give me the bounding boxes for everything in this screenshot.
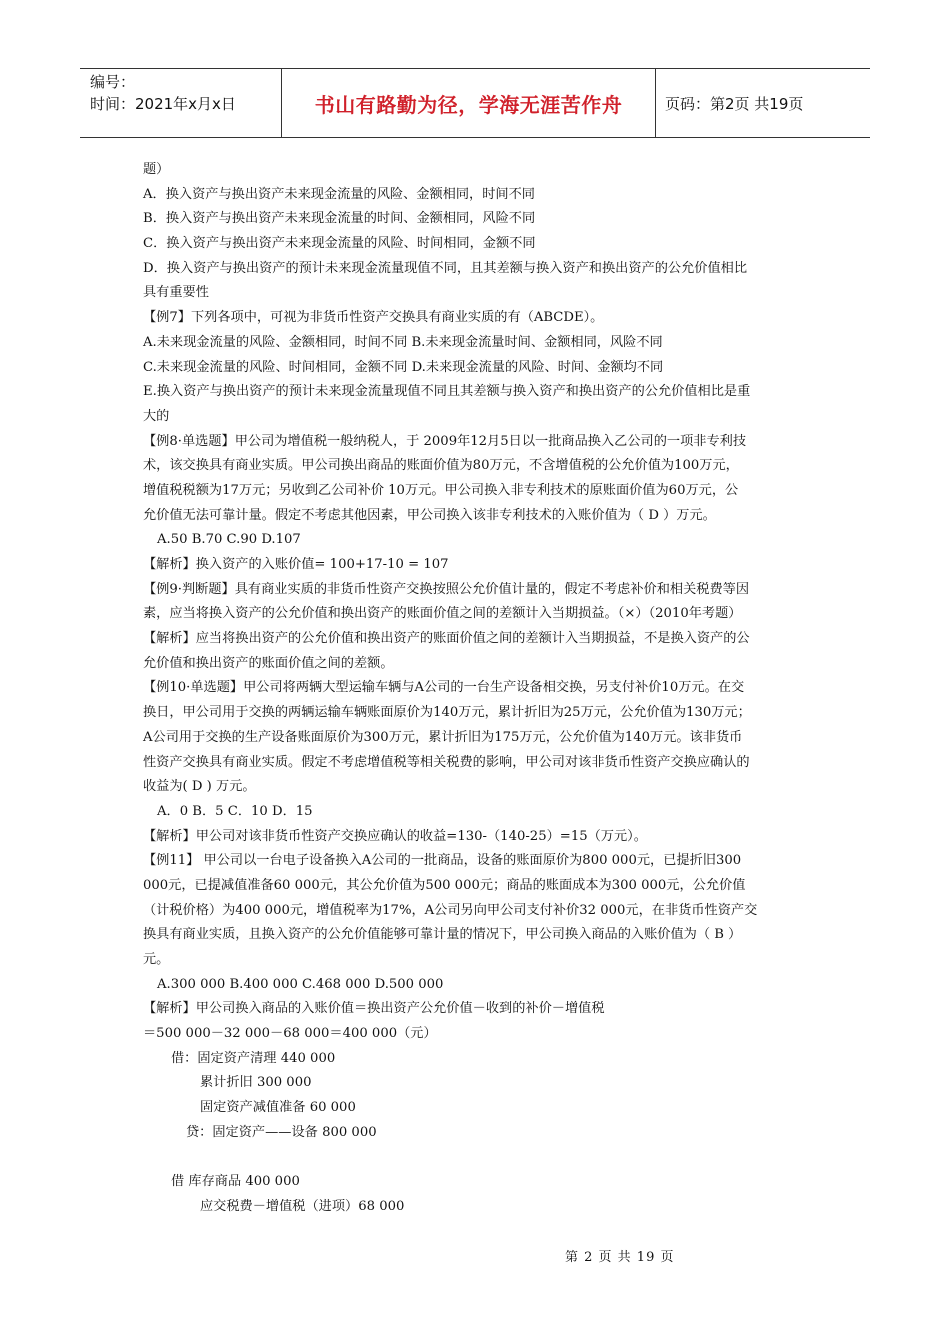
text-line: 术，该交换具有商业实质。甲公司换出商品的账面价值为80万元，不含增值税的公允价值为100万元，	[143, 458, 739, 474]
text-line: C.未来现金流量的风险、时间相同，金额不同 D.未来现金流量的风险、时间、金额均不同	[143, 359, 664, 375]
text-line: 【例10·单选题】甲公司将两辆大型运输车辆与A公司的一台生产设备相交换，另支付补价10万元。在交	[143, 680, 745, 696]
text-line: 【例7】下列各项中，可视为非货币性资产交换具有商业实质的有（ABCDE）。	[143, 310, 604, 326]
text-line: 换具有商业实质，且换入资产的公允价值能够可靠计量的情况下，甲公司换入商品的入账价值为（ B ）	[143, 927, 742, 943]
text-line: A.300 000 B.400 000 C.468 000 D.500 000	[157, 976, 444, 992]
header-page-code: 页码：第2页 共19页	[665, 94, 804, 113]
text-line: 贷：固定资产——设备 800 000	[186, 1124, 377, 1140]
page-footer: 第 2 页 共 19 页	[565, 1250, 675, 1265]
text-line: 大的	[143, 408, 170, 424]
text-line: 【例9·判断题】具有商业实质的非货币性资产交换按照公允价值计量的，假定不考虑补价和相关税费等因	[143, 581, 750, 597]
text-line: （计税价格）为400 000元，增值税率为17%，A公司另向甲公司支付补价32 000元，在非货币性资产交	[143, 902, 758, 918]
text-line: 允价值和换出资产的账面价值之间的差额。	[143, 655, 394, 671]
text-line: 【解析】应当将换出资产的公允价值和换出资产的账面价值之间的差额计入当期损益，不是换入资产的公	[143, 631, 750, 647]
text-line: 【解析】甲公司换入商品的入账价值＝换出资产公允价值－收到的补价－增值税	[143, 1001, 605, 1017]
text-line: 借 库存商品 400 000	[171, 1174, 300, 1190]
text-line: 【解析】甲公司对该非货币性资产交换应确认的收益=130-（140-25）=15（万元）。	[143, 828, 647, 844]
text-line: A公司用于交换的生产设备账面原价为300万元，累计折旧为175万元，公允价值为140万元。该非货币	[143, 729, 743, 745]
number-label: 编号：	[90, 73, 136, 91]
text-line: 【例8·单选题】甲公司为增值税一般纳税人，于 2009年12月5日以一批商品换入乙公司的一项非专利技	[143, 433, 747, 449]
text-line: 累计折旧 300 000	[200, 1075, 312, 1091]
text-line: 元。	[143, 952, 170, 967]
text-line: A．0 B．5 C．10 D．15	[157, 803, 313, 819]
text-line: 增值税税额为17万元；另收到乙公司补价 10万元。甲公司换入非专利技术的原账面价值为60万元，公	[143, 482, 739, 498]
text-line: 应交税费－增值税（进项）68 000	[200, 1198, 405, 1214]
text-line: ＝500 000－32 000－68 000＝400 000（元）	[143, 1026, 437, 1042]
text-line: 【例11】 甲公司以一台电子设备换入A公司的一批商品，设备的账面原价为800 000元，已提折旧300	[143, 853, 742, 869]
text-line: 具有重要性	[143, 285, 209, 301]
text-line: 题）	[143, 162, 170, 177]
text-line: 收益为( D ) 万元。	[143, 779, 256, 795]
text-line: A.50 B.70 C.90 D.107	[157, 532, 301, 548]
text-line: 素，应当将换入资产的公允价值和换出资产的账面价值之间的差额计入当期损益。（×）（2010年考题）	[143, 606, 742, 622]
text-line	[143, 1146, 813, 1171]
document-body	[143, 158, 813, 1220]
text-line: C．换入资产与换出资产未来现金流量的风险、时间相同，金额不同	[143, 236, 536, 252]
text-line: 允价值无法可靠计量。假定不考虑其他因素，甲公司换入该非专利技术的入账价值为（ D ）万元。	[143, 507, 716, 523]
text-line: 性资产交换具有商业实质。假定不考虑增值税等相关税费的影响，甲公司对该非货币性资产交换应确认的	[143, 754, 750, 770]
text-line: 【解析】换入资产的入账价值= 100+17-10 = 107	[143, 557, 449, 572]
text-line: D．换入资产与换出资产的预计未来现金流量现值不同，且其差额与换入资产和换出资产的公允价值相比	[143, 260, 748, 276]
text-line: 换日，甲公司用于交换的两辆运输车辆账面原价为140万元，累计折旧为25万元，公允价值为130万元；	[143, 705, 751, 721]
text-line: A.未来现金流量的风险、金额相同，时间不同 B.未来现金流量时间、金额相同，风险不同	[143, 334, 663, 350]
header-motto: 书山有路勤为径，学海无涯苦作舟	[282, 69, 656, 137]
page-header	[80, 68, 870, 138]
time-label: 时间：2021年x月x日	[90, 95, 236, 113]
text-line: A．换入资产与换出资产未来现金流量的风险、金额相同，时间不同	[143, 186, 535, 202]
header-info-cell	[80, 69, 282, 137]
text-line: 固定资产减值准备 60 000	[200, 1100, 356, 1116]
text-line: B．换入资产与换出资产未来现金流量的时间、金额相同，风险不同	[143, 211, 536, 227]
text-line: 借：固定资产清理 440 000	[171, 1050, 336, 1066]
text-line: 000元，已提减值准备60 000元，其公允价值为500 000元；商品的账面成本为300 000元，公允价值	[143, 877, 746, 893]
text-line: E.换入资产与换出资产的预计未来现金流量现值不同且其差额与换入资产和换出资产的公允价值相比是重	[143, 384, 751, 400]
